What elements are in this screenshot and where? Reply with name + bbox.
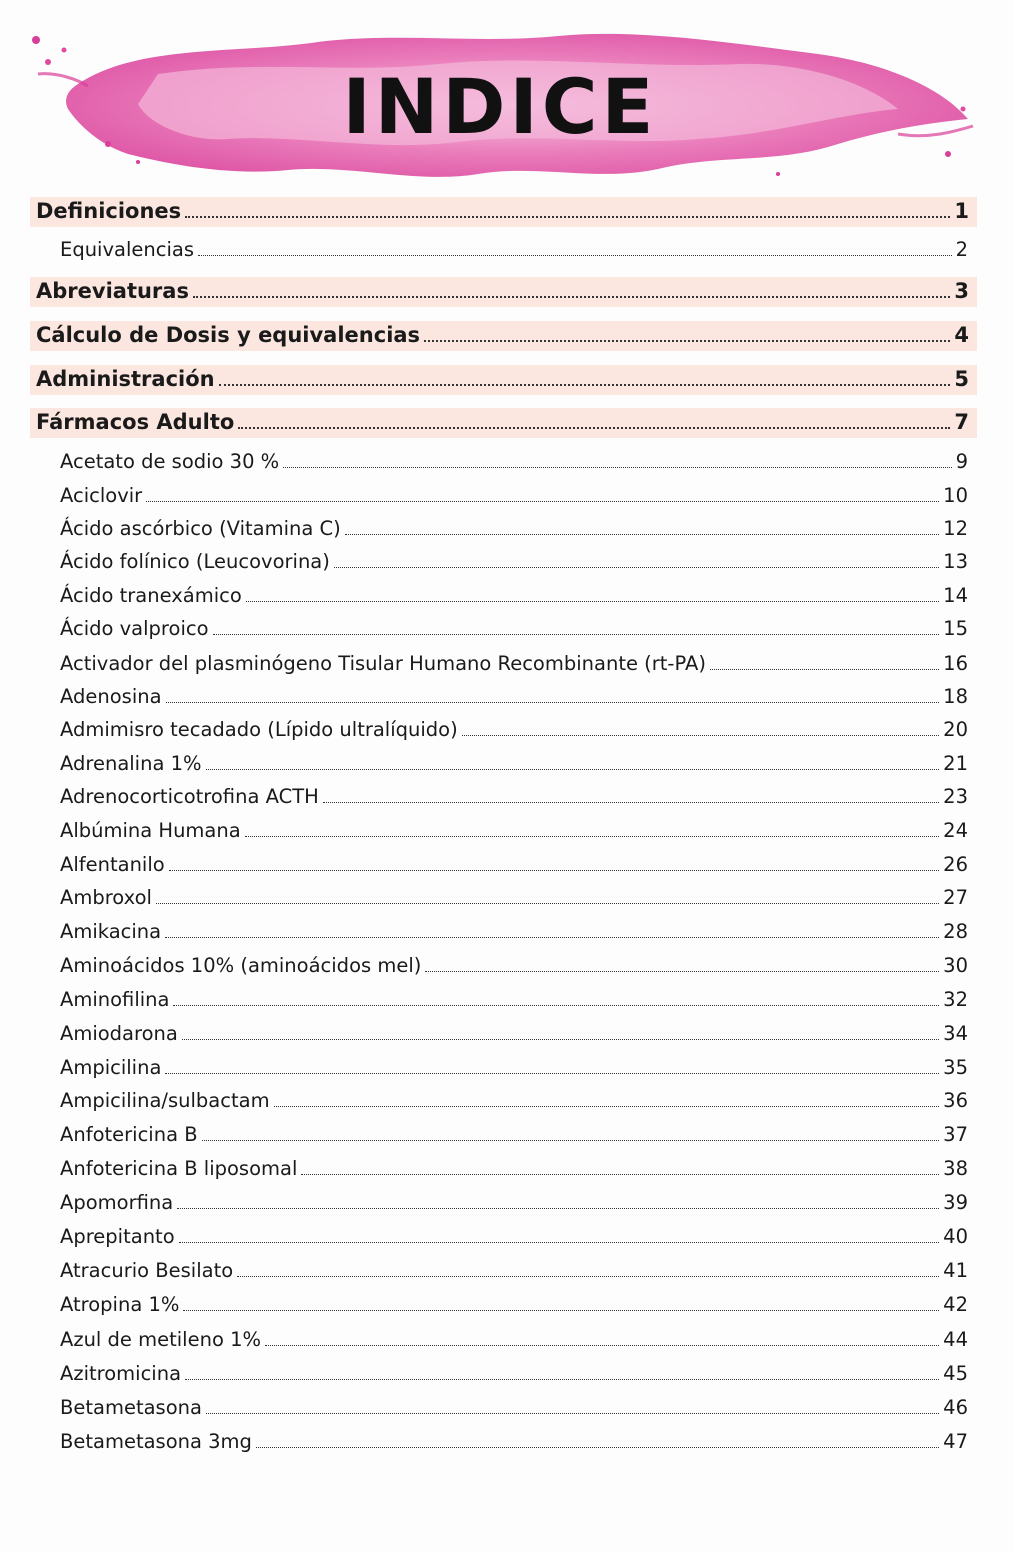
dot-leader (206, 769, 940, 770)
toc-entry-label: Administración (36, 367, 215, 391)
dot-leader (185, 1379, 939, 1380)
toc-page-number: 40 (943, 1225, 968, 1248)
toc-entry-label: Amiodarona (60, 1022, 178, 1045)
dot-leader (710, 669, 939, 670)
toc-page-number: 3 (954, 279, 969, 303)
toc-page-number: 5 (954, 367, 969, 391)
dot-leader (219, 384, 951, 386)
dot-leader (146, 501, 939, 502)
toc-page-number: 34 (943, 1022, 968, 1045)
dot-leader (165, 937, 939, 938)
toc-page-number: 16 (943, 652, 968, 675)
toc-page-number: 4 (954, 323, 969, 347)
toc-entry-row[interactable] (60, 513, 968, 543)
toc-page-number: 21 (943, 752, 968, 775)
toc-entry-label: Ácido tranexámico (60, 584, 242, 607)
toc-page-number: 37 (943, 1123, 968, 1146)
dot-leader (183, 1310, 939, 1311)
toc-entry-label: Acetato de sodio 30 % (60, 450, 280, 473)
toc-entry-label: Betametasona 3mg (60, 1430, 252, 1453)
toc-entry-label: Anfotericina B (60, 1123, 198, 1146)
dot-leader (265, 1345, 939, 1346)
toc-entry-row[interactable] (60, 1426, 968, 1456)
toc-page-number: 39 (943, 1191, 968, 1214)
dot-leader (166, 702, 940, 703)
toc-page-number: 35 (943, 1056, 968, 1079)
toc-page-number: 32 (943, 988, 968, 1011)
toc-entry-label: Aminofilina (60, 988, 170, 1011)
toc-entry-row[interactable] (60, 714, 968, 744)
toc-entry-row[interactable] (60, 681, 968, 711)
dot-leader (185, 216, 950, 218)
toc-page-number: 13 (943, 550, 968, 573)
dot-leader (198, 255, 952, 256)
dot-leader (256, 1447, 939, 1448)
toc-entry-label: Ampicilina (60, 1056, 162, 1079)
toc-page-number: 24 (943, 819, 968, 842)
toc-page-number: 38 (943, 1157, 968, 1180)
toc-entry-label: Apomorfina (60, 1191, 174, 1214)
toc-entry-label: Albúmina Humana (60, 819, 241, 842)
toc-page-number: 10 (943, 484, 968, 507)
toc-entry-row[interactable] (60, 748, 968, 778)
toc-page-number: 23 (943, 785, 968, 808)
toc-entry-row[interactable] (60, 1392, 968, 1422)
toc-entry-row[interactable] (60, 1187, 968, 1217)
dot-leader (179, 1242, 940, 1243)
toc-page-number: 20 (943, 718, 968, 741)
dot-leader (323, 802, 939, 803)
dot-leader (334, 567, 939, 568)
toc-entry-row[interactable] (60, 815, 968, 845)
toc-entry-label: Azitromicina (60, 1362, 182, 1385)
toc-page-number: 26 (943, 853, 968, 876)
toc-entry-row[interactable] (60, 446, 968, 476)
toc-entry-row[interactable] (60, 613, 968, 643)
dot-leader (462, 735, 939, 736)
toc-entry-row[interactable] (60, 1358, 968, 1388)
toc-entry-row[interactable] (60, 950, 968, 980)
dot-leader (301, 1174, 939, 1175)
dot-leader (206, 1413, 939, 1414)
toc-section-row[interactable] (30, 365, 977, 395)
toc-entry-row[interactable] (60, 1119, 968, 1149)
toc-entry-label: Adrenocorticotrofina ACTH (60, 785, 319, 808)
toc-section-row[interactable] (30, 408, 977, 438)
toc-entry-row[interactable] (60, 1324, 968, 1354)
toc-entry-label: Betametasona (60, 1396, 202, 1419)
dot-leader (246, 601, 939, 602)
toc-entry-label: Ampicilina/sulbactam (60, 1089, 270, 1112)
toc-entry-label: Anfotericina B liposomal (60, 1157, 298, 1180)
toc-entry-label: Aminoácidos 10% (aminoácidos mel) (60, 954, 422, 977)
toc-page-number: 41 (943, 1259, 968, 1282)
dot-leader (245, 836, 939, 837)
toc-page-number: 42 (943, 1293, 968, 1316)
toc-entry-label: Atracurio Besilato (60, 1259, 234, 1282)
toc-page-number: 9 (955, 450, 968, 473)
toc-entry-row[interactable] (60, 1085, 968, 1115)
toc-page-number: 18 (943, 685, 968, 708)
dot-leader (213, 634, 940, 635)
dot-leader (238, 427, 950, 429)
toc-entry-label: Fármacos Adulto (36, 410, 235, 434)
toc-page-number: 15 (943, 617, 968, 640)
toc-section-row[interactable] (30, 277, 977, 307)
dot-leader (345, 534, 939, 535)
toc-section-row[interactable] (30, 321, 977, 351)
toc-entry-label: Aciclovir (60, 484, 143, 507)
dot-leader (165, 1073, 939, 1074)
toc-entry-label: Admimisro tecadado (Lípido ultralíquido) (60, 718, 458, 741)
toc-entry-row[interactable] (60, 1289, 968, 1319)
toc-entry-label: Ácido valproico (60, 617, 209, 640)
toc-page-number: 45 (943, 1362, 968, 1385)
toc-entry-label: Activador del plasminógeno Tisular Humano Recombinante (rt-PA) (60, 652, 706, 675)
toc-entry-label: Equivalencias (60, 238, 194, 261)
dot-leader (182, 1039, 939, 1040)
toc-entry-label: Alfentanilo (60, 853, 165, 876)
toc-entry-label: Ambroxol (60, 886, 152, 909)
toc-page-number: 2 (955, 238, 968, 261)
toc-entry-row[interactable] (60, 1018, 968, 1048)
toc-entry-row[interactable] (60, 546, 968, 576)
page-title: INDICE (342, 62, 658, 151)
dot-leader (424, 340, 950, 342)
toc-entry-row[interactable] (60, 234, 968, 264)
dot-leader (193, 296, 950, 298)
toc-entry-row[interactable] (60, 849, 968, 879)
toc-entry-label: Definiciones (36, 199, 182, 223)
dot-leader (173, 1005, 939, 1006)
toc-entry-label: Abreviaturas (36, 279, 189, 303)
dot-leader (237, 1276, 939, 1277)
toc-entry-row[interactable] (60, 984, 968, 1014)
toc-entry-label: Cálculo de Dosis y equivalencias (36, 323, 421, 347)
toc-page-number: 30 (943, 954, 968, 977)
toc-section-row[interactable] (30, 197, 977, 227)
dot-leader (202, 1140, 940, 1141)
toc-entry-label: Amikacina (60, 920, 162, 943)
toc-entry-row[interactable] (60, 1153, 968, 1183)
toc-entry-row[interactable] (60, 781, 968, 811)
toc-entry-label: Azul de metileno 1% (60, 1328, 262, 1351)
toc-entry-label: Ácido ascórbico (Vitamina C) (60, 517, 341, 540)
toc-entry-label: Adrenalina 1% (60, 752, 202, 775)
toc-entry-row[interactable] (60, 916, 968, 946)
toc-entry-label: Aprepitanto (60, 1225, 175, 1248)
toc-page-number: 46 (943, 1396, 968, 1419)
toc-page-number: 1 (954, 199, 969, 223)
toc-page-number: 27 (943, 886, 968, 909)
toc-page-number: 12 (943, 517, 968, 540)
toc-entry-row[interactable] (60, 1052, 968, 1082)
dot-leader (425, 971, 939, 972)
toc-page-number: 44 (943, 1328, 968, 1351)
dot-leader (274, 1106, 940, 1107)
toc-page-number: 47 (943, 1430, 968, 1453)
toc-entry-row[interactable] (60, 480, 968, 510)
toc-entry-row[interactable] (60, 648, 968, 678)
dot-leader (177, 1208, 939, 1209)
dot-leader (169, 870, 939, 871)
toc-entry-row[interactable] (60, 882, 968, 912)
toc-entry-label: Adenosina (60, 685, 162, 708)
toc-entry-row[interactable] (60, 580, 968, 610)
dot-leader (283, 467, 951, 468)
toc-page-number: 14 (943, 584, 968, 607)
toc-entry-row[interactable] (60, 1255, 968, 1285)
dot-leader (156, 903, 939, 904)
toc-page-number: 36 (943, 1089, 968, 1112)
toc-page-number: 28 (943, 920, 968, 943)
toc-entry-label: Ácido folínico (Leucovorina) (60, 550, 330, 573)
toc-page-number: 7 (954, 410, 969, 434)
toc-entry-label: Atropina 1% (60, 1293, 180, 1316)
toc-entry-row[interactable] (60, 1221, 968, 1251)
